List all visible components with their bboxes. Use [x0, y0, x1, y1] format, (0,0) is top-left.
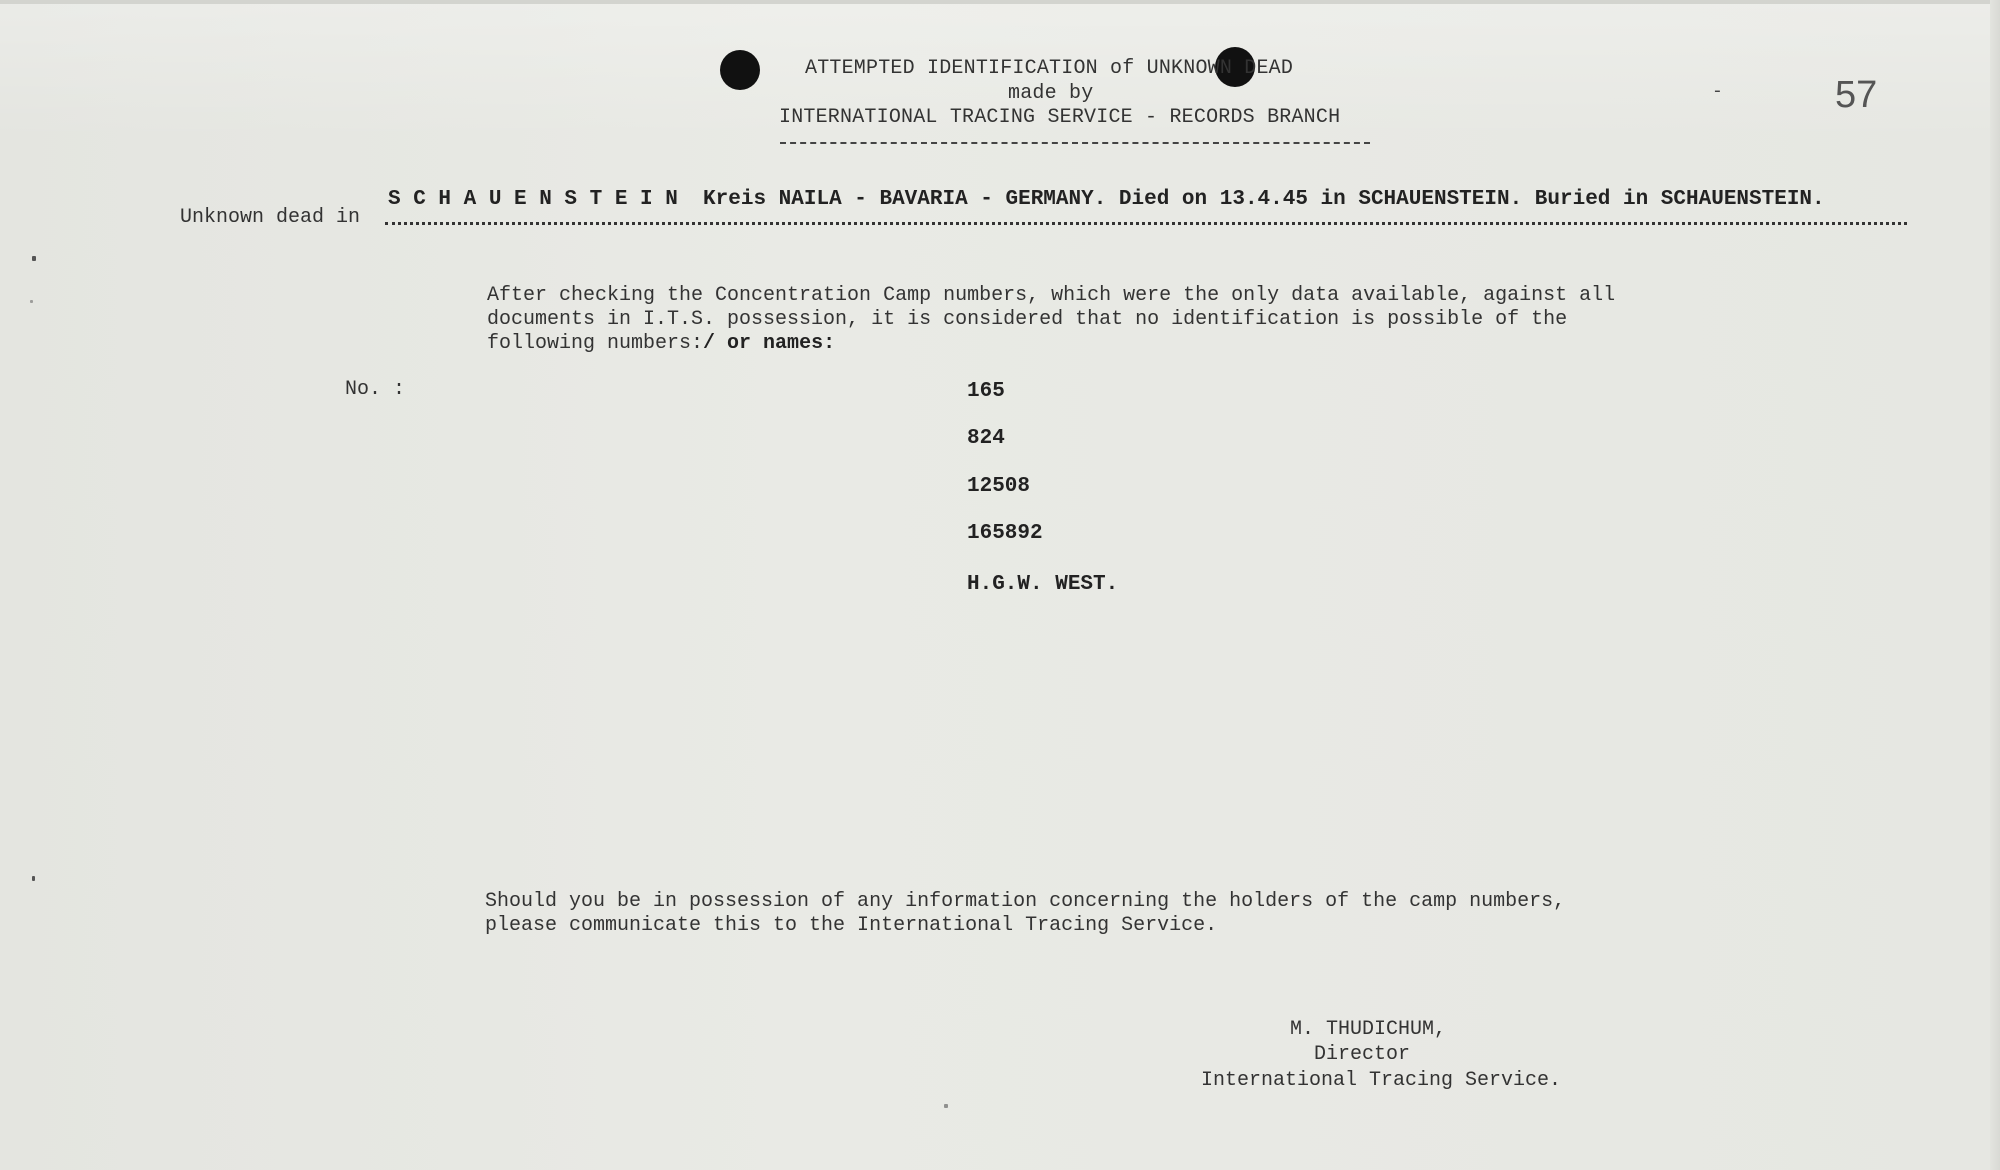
statement-line-1: After checking the Concentration Camp numbers, which were the only data available, against all: [487, 284, 1616, 307]
statement-paragraph: [487, 284, 1615, 356]
statement-added-text: / or names:: [703, 332, 836, 355]
paper-speck: [30, 300, 33, 303]
location-dotted-rule: [385, 222, 1907, 225]
request-paragraph: [485, 890, 1565, 938]
unknown-dead-label: Unknown dead in: [180, 206, 361, 229]
camp-number-item: 824: [967, 427, 1005, 450]
issuing-organization: INTERNATIONAL TRACING SERVICE - RECORDS BRANCH: [779, 106, 1341, 129]
location-details: S C H A U E N S T E I N Kreis NAILA - BAVARIA - GERMANY. Died on 13.4.45 in SCHAUENSTEIN. Buried in SCHAUENSTEIN.: [388, 188, 1825, 211]
paper-right-edge: [1990, 0, 2000, 1170]
punch-hole-left: [720, 50, 760, 90]
paper-speck: [32, 256, 36, 261]
document-title: ATTEMPTED IDENTIFICATION of UNKNOWN DEAD: [805, 57, 1294, 80]
corner-stamp-mark: -: [1712, 82, 1723, 102]
signatory-title: Director: [1314, 1043, 1411, 1066]
camp-number-item: 165: [967, 380, 1005, 403]
numbers-label: No. :: [345, 378, 406, 401]
paper-speck: [32, 876, 35, 881]
paper-speck: [944, 1104, 948, 1108]
signatory-name: M. THUDICHUM,: [1290, 1018, 1447, 1041]
camp-number-item: 165892: [967, 522, 1043, 545]
statement-line-3: following numbers:: [487, 332, 704, 355]
paper-top-edge: [0, 0, 2000, 4]
request-line-2: please communicate this to the International Tracing Service.: [485, 914, 1218, 937]
statement-line-2: documents in I.T.S. possession, it is considered that no identification is possible of the: [487, 308, 1568, 331]
camp-name-item: H.G.W. WEST.: [967, 573, 1119, 596]
camp-number-item: 12508: [967, 475, 1031, 498]
signatory-organization: International Tracing Service.: [1201, 1069, 1562, 1092]
document-subtitle: made by: [1008, 82, 1094, 105]
request-line-1: Should you be in possession of any information concerning the holders of the camp numbers,: [485, 890, 1566, 913]
header-underline: [780, 142, 1370, 144]
page-number: 57: [1835, 74, 1878, 116]
